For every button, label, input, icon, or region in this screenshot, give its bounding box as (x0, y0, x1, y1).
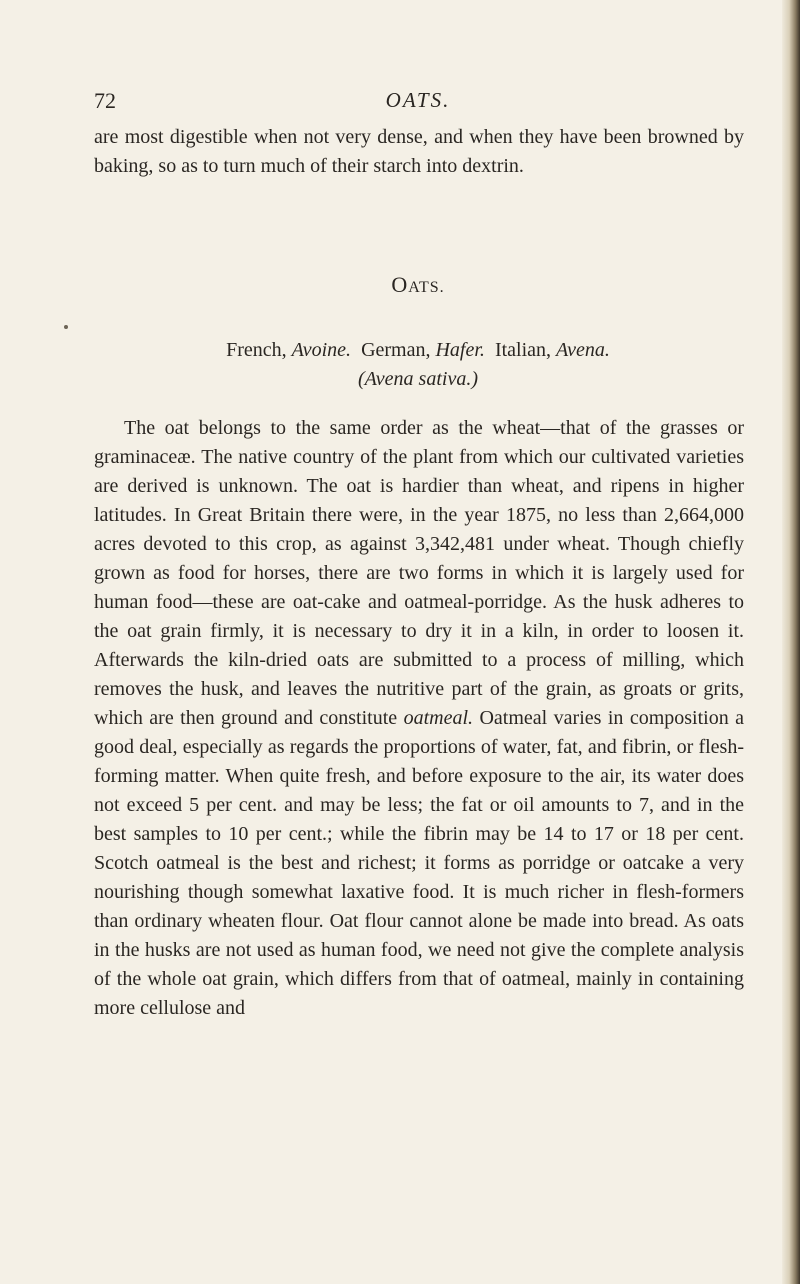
oatmeal-term: oatmeal. (403, 707, 474, 729)
italian-name: Avena. (556, 339, 610, 361)
page-header (94, 88, 742, 116)
french-name: Avoine. (291, 339, 352, 361)
page-edge (782, 0, 800, 1284)
section-heading (94, 272, 742, 298)
main-text-start: The oat belongs to the same order as the wheat—that of the grasses or graminaceæ. The native country of the plant from which our cultivated varieties are derived is unknown. The oat is hardier than wheat, and ripens in higher latitudes. In Great Britain there were, in the year 1875, no less than 2,664,000 acres devoted to this crop, as against 3,342,481 under wheat. Though chiefly grown as food for horses, there are two forms in which it is largely used for human food—these are oat-cake and oatmeal-porridge. As the husk adheres to the oat grain firmly, it is necessary to dry it in a kiln, in order to loosen it. Afterwards the kiln-dried oats are submitted to a process of milling, which removes the husk, and leaves the nutritive part of the grain, as groats or grits, which are then ground and constitute (94, 417, 744, 729)
heading-initial: O (391, 272, 409, 297)
german-name: Hafer. (435, 339, 485, 361)
latin-line (94, 365, 742, 394)
latin-name: (Avena sativa.) (358, 368, 478, 390)
german-label: German, (361, 339, 431, 361)
intro-paragraph (94, 123, 744, 181)
french-label: French, (226, 339, 287, 361)
intro-text: are most digestible when not very dense, and when they have been browned by baking, so as to turn much of their starch into dextrin. (94, 126, 744, 177)
main-paragraph (94, 414, 744, 1023)
main-text-end: Oatmeal varies in composition a good deal, especially as regards the proportions of water, fat, and fibrin, or flesh-forming matter. When quite fresh, and before exposure to the air, its water does not exceed 5 per cent. and may be less; the fat or oil amounts to 7, and in the best samples to 10 per cent.; while the fibrin may be 14 to 17 or 18 per cent. Scotch oatmeal is the best and richest; it forms as porridge or oatcake a very nourishing though somewhat laxative food. It is much richer in flesh-formers than ordinary wheaten flour. Oat flour cannot alone be made into bread. As oats in the husks are not used as human food, we need not give the complete analysis of the whole oat grain, which differs from that of oatmeal, mainly in containing more cellulose and (94, 707, 745, 1019)
page-number: 72 (94, 88, 116, 113)
italian-label: Italian, (494, 339, 552, 361)
running-head: OATS. (385, 88, 451, 112)
heading-rest: ATS. (408, 279, 445, 296)
margin-speck (64, 325, 68, 329)
names-line (94, 336, 742, 365)
foreign-names (94, 336, 742, 394)
